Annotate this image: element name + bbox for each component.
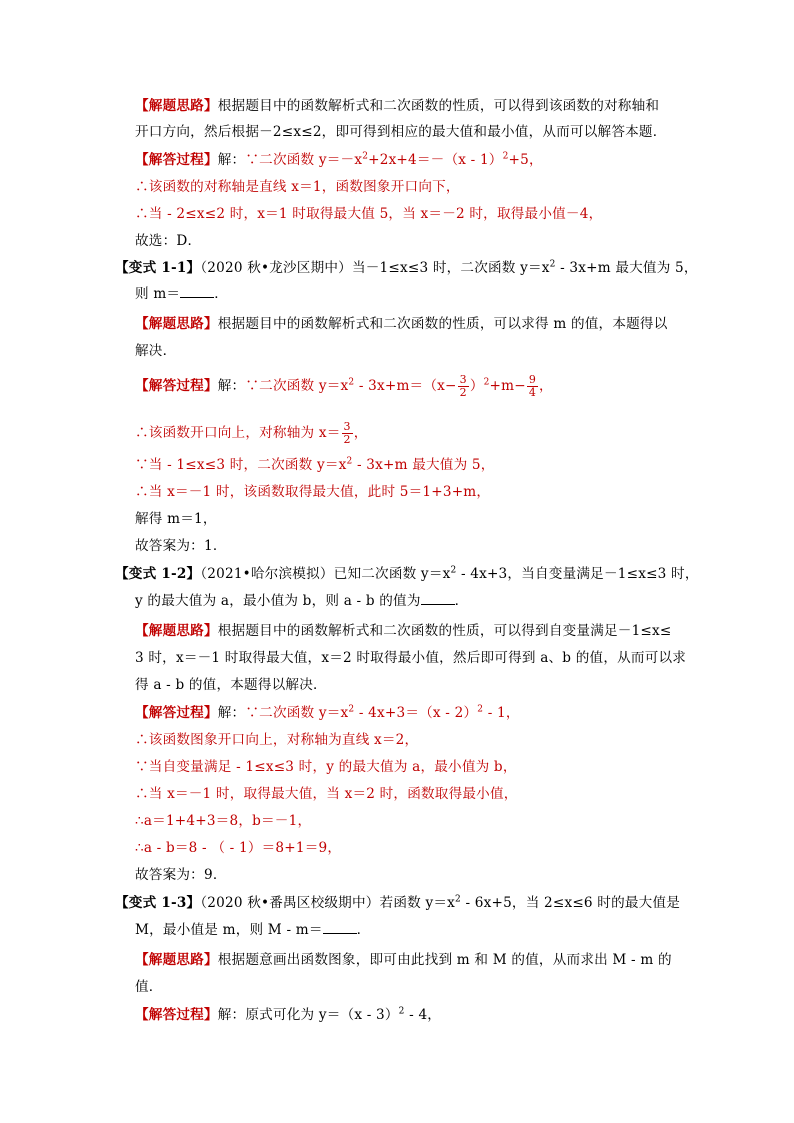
variant-1-1-answer: 故答案为：1． <box>135 538 227 554</box>
variant-1-3-process-line1: 【解答过程】解：原式可化为 y＝（x - 3）$^2$ - 4， <box>135 1006 442 1023</box>
block1-idea-line1: 【解题思路】根据题目中的函数解析式和二次函数的性质，可以得到该函数的对称轴和 <box>135 98 660 114</box>
variant-1-1-idea-line2: 解决． <box>135 343 177 359</box>
variant-1-1-condition-line: ∵当 - 1≤x≤3 时，二次函数 $y=x^2 - 3x+m$ 最大值为 5， <box>135 456 495 473</box>
variant-1-1-axis-line: ∴该函数开口向上，对称轴为 x＝ $\frac{3}{2}$ ， <box>135 420 368 446</box>
variant-1-2-idea-line1: 【解题思路】根据题目中的函数解析式和二次函数的性质，可以得到自变量满足－1≤x≤ <box>135 623 672 639</box>
variant-1-2-line3: ∵当自变量满足 - 1≤x≤3 时，y 的最大值为 a，最小值为 b， <box>135 759 517 775</box>
block1-idea-line2: 开口方向，然后根据－2≤x≤2，即可得到相应的最大值和最小值，从而可以解答本题． <box>135 124 667 140</box>
variant-1-3-idea-line2: 值． <box>135 979 163 995</box>
fraction-3-2: $\frac{3}{2}$ <box>459 373 467 399</box>
variant-1-3-heading: 【变式 1-3】 <box>115 895 201 911</box>
thinking-tag: 【解题思路】 <box>135 98 218 114</box>
variant-1-3-question-line1: 【变式 1-3】（2020 秋•番禺区校级期中）若函数 $y=x^2 - 6x+5$，当 2≤x≤6 时的最大值是 <box>115 894 681 911</box>
variant-1-2-idea-line2: 3 时，x＝－1 时取得最大值，x＝2 时取得最小值，然后即可得到 a、b 的值，从而可以求 <box>135 650 687 666</box>
block1-answer: 故选：D． <box>135 233 202 249</box>
variant-1-2-line4: ∴当 x＝－1 时，取得最大值，当 x＝2 时，函数取得最小值， <box>135 786 518 802</box>
variant-1-1-process-line1: 【解答过程】解：∵二次函数 $y=x^2 - 3x+m=(x-$ $\frac{3}{2}$ ）$^2$+m− $\frac{9}{4}$ ， <box>135 373 553 399</box>
block1-line2: ∴该函数的对称轴是直线 x＝1，函数图象开口向下， <box>135 179 460 195</box>
variant-1-2-question-line2: y 的最大值为 a，最小值为 b，则 a - b 的值为 ． <box>135 593 469 609</box>
variant-1-1-idea-line1: 【解题思路】根据题目中的函数解析式和二次函数的性质，可以求得 m 的值，本题得以 <box>135 316 668 332</box>
variant-1-2-line2: ∴该函数图象开口向上，对称轴为直线 x＝2， <box>135 732 419 748</box>
variant-1-1-solve-line: 解得 m＝1， <box>135 511 217 527</box>
fraction-9-4: $\frac{9}{4}$ <box>528 373 537 399</box>
block1-line3: ∴当 - 2≤x≤2 时，x＝1 时取得最大值 5，当 x＝－2 时，取得最小值－4， <box>135 206 603 222</box>
variant-1-1-when-line: ∴当 x＝－1 时，该函数取得最大值，此时 5＝1+3+m， <box>135 484 491 500</box>
process-tag: 【解答过程】 <box>135 152 218 168</box>
answer-blank <box>421 592 455 605</box>
variant-1-3-idea-line1: 【解题思路】根据题意画出函数图象，即可由此找到 m 和 M 的值，从而求出 M - m 的 <box>135 952 672 968</box>
variant-1-2-idea-line3: 得 a - b 的值，本题得以解决． <box>135 677 327 693</box>
variant-1-1-question-line2: 则 m＝ ． <box>135 286 228 302</box>
variant-1-3-question-line2: M，最小值是 m，则 M - m＝ ． <box>135 922 371 938</box>
variant-1-1-heading: 【变式 1-1】 <box>115 260 201 276</box>
fraction-3-2-axis: $\frac{3}{2}$ <box>343 420 351 446</box>
variant-1-2-question-line1: 【变式 1-2】（2021•哈尔滨模拟）已知二次函数 $y=x^2 - 4x+3$，当自变量满足－1≤x≤3 时， <box>115 565 699 582</box>
variant-1-2-process-line1: 【解答过程】解：∵二次函数 $y=x^2 - 4x+3=(x - 2)^2 - 1$， <box>135 704 520 721</box>
block1-process-line1: 【解答过程】解：∵二次函数 $y=-x^2+2x+4=-(x - 1)^2+5$， <box>135 151 543 168</box>
answer-blank <box>180 285 214 298</box>
answer-blank <box>323 921 357 934</box>
variant-1-1-question-line1: 【变式 1-1】（2020 秋•龙沙区期中）当－1≤x≤3 时，二次函数 $y=x^2 - 3x+m$ 最大值为 5， <box>115 259 698 276</box>
variant-1-2-line5: ∴a＝1+4+3＝8，b＝－1， <box>135 813 312 829</box>
variant-1-2-answer: 故答案为：9． <box>135 867 227 883</box>
variant-1-2-line6: ∴a - b＝8 - （ - 1）＝8+1＝9， <box>135 840 342 856</box>
variant-1-2-heading: 【变式 1-2】 <box>115 566 201 582</box>
